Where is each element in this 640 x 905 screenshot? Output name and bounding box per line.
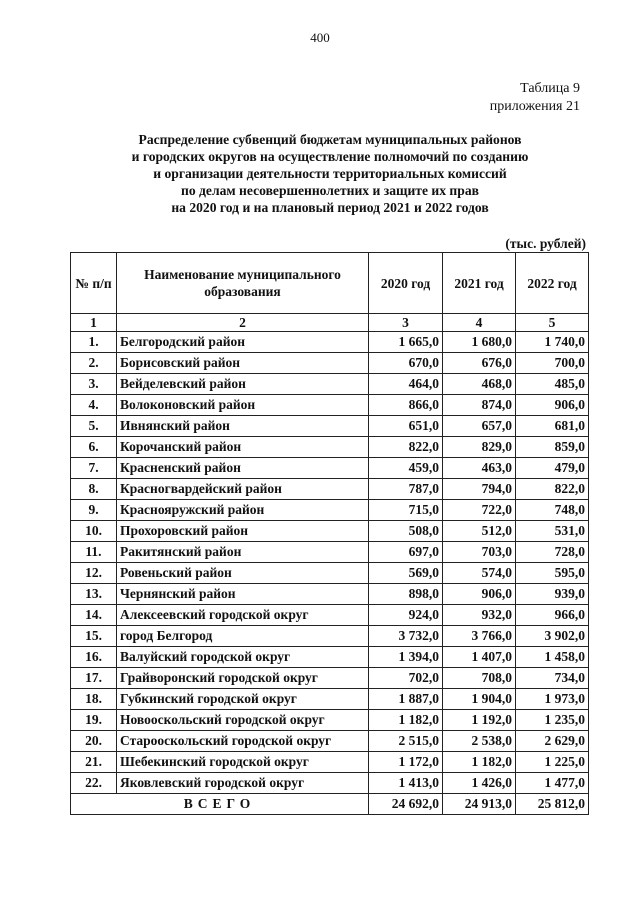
row-value-2020: 697,0 [369,542,443,563]
table-row [71,647,589,668]
row-value-2020: 787,0 [369,479,443,500]
row-value-2020: 569,0 [369,563,443,584]
row-value-2021: 703,0 [443,542,516,563]
row-number: 4. [71,395,117,416]
row-value-2020: 1 172,0 [369,752,443,773]
row-value-2020: 1 413,0 [369,773,443,794]
title-line: и городских округов на осуществление полномочий по созданию [131,149,529,164]
table-row [71,773,589,794]
row-number: 5. [71,416,117,437]
row-name: Волоконовский район [117,395,369,416]
row-number: 18. [71,689,117,710]
table-row [71,584,589,605]
row-number: 7. [71,458,117,479]
row-number: 12. [71,563,117,584]
table-row [71,605,589,626]
row-name: Ровеньский район [117,563,369,584]
table-row [71,500,589,521]
units-label: (тыс. рублей) [505,236,586,251]
row-number: 21. [71,752,117,773]
row-value-2022: 1 458,0 [516,647,589,668]
column-number: 1 [71,314,117,332]
row-value-2021: 708,0 [443,668,516,689]
row-value-2022: 906,0 [516,395,589,416]
row-value-2020: 1 665,0 [369,332,443,353]
table-row [71,563,589,584]
table-row [71,437,589,458]
row-value-2022: 859,0 [516,437,589,458]
row-value-2022: 1 477,0 [516,773,589,794]
row-name: Ивнянский район [117,416,369,437]
row-name: Красненский район [117,458,369,479]
row-name: Прохоровский район [117,521,369,542]
table-row [71,752,589,773]
row-number: 13. [71,584,117,605]
title-line: по делам несовершеннолетних и защите их прав [181,183,479,198]
row-value-2021: 874,0 [443,395,516,416]
row-value-2022: 1 740,0 [516,332,589,353]
row-value-2020: 1 394,0 [369,647,443,668]
row-value-2022: 1 973,0 [516,689,589,710]
row-number: 8. [71,479,117,500]
total-row [71,794,589,815]
column-number: 5 [516,314,589,332]
row-value-2021: 794,0 [443,479,516,500]
row-number: 1. [71,332,117,353]
table-row [71,416,589,437]
column-number: 2 [117,314,369,332]
row-name: Грайворонский городской округ [117,668,369,689]
table-reference [490,80,580,116]
page-number: 400 [310,30,330,45]
total-2022: 25 812,0 [516,794,589,815]
row-name: Краснояружский район [117,500,369,521]
total-2020: 24 692,0 [369,794,443,815]
row-number: 2. [71,353,117,374]
header-2022: 2022 год [516,253,589,314]
row-number: 19. [71,710,117,731]
row-value-2021: 932,0 [443,605,516,626]
row-name: Чернянский район [117,584,369,605]
table-ref-line2: приложения 21 [489,99,580,114]
table-body [71,332,589,794]
row-value-2022: 700,0 [516,353,589,374]
table-row [71,626,589,647]
row-number: 15. [71,626,117,647]
table-row [71,374,589,395]
row-value-2020: 2 515,0 [369,731,443,752]
title-line: Распределение субвенций бюджетам муниципальных районов [138,132,522,147]
row-value-2021: 906,0 [443,584,516,605]
row-value-2021: 1 407,0 [443,647,516,668]
row-value-2020: 651,0 [369,416,443,437]
row-value-2022: 822,0 [516,479,589,500]
column-number-row [71,314,589,332]
row-value-2021: 1 182,0 [443,752,516,773]
row-name: Борисовский район [117,353,369,374]
row-value-2020: 822,0 [369,437,443,458]
table-row [71,353,589,374]
row-value-2020: 866,0 [369,395,443,416]
row-value-2020: 508,0 [369,521,443,542]
row-value-2021: 829,0 [443,437,516,458]
row-value-2021: 574,0 [443,563,516,584]
row-number: 6. [71,437,117,458]
row-value-2022: 728,0 [516,542,589,563]
row-value-2020: 464,0 [369,374,443,395]
row-value-2022: 966,0 [516,605,589,626]
row-number: 11. [71,542,117,563]
row-value-2022: 531,0 [516,521,589,542]
row-name: Ракитянский район [117,542,369,563]
row-value-2021: 1 904,0 [443,689,516,710]
row-value-2022: 485,0 [516,374,589,395]
row-value-2021: 3 766,0 [443,626,516,647]
row-value-2021: 657,0 [443,416,516,437]
row-value-2021: 463,0 [443,458,516,479]
table-row [71,710,589,731]
row-value-2021: 722,0 [443,500,516,521]
row-value-2022: 3 902,0 [516,626,589,647]
column-number: 3 [369,314,443,332]
total-label: ВСЕГО [71,794,369,815]
row-value-2020: 715,0 [369,500,443,521]
row-name: Белгородский район [117,332,369,353]
table-row [71,668,589,689]
row-value-2020: 1 887,0 [369,689,443,710]
row-value-2021: 1 426,0 [443,773,516,794]
document-title [70,131,590,216]
table-row [71,479,589,500]
column-number: 4 [443,314,516,332]
row-name: Красногвардейский район [117,479,369,500]
table-row [71,395,589,416]
header-row [71,253,589,314]
table-ref-line1: Таблица 9 [520,81,580,96]
header-num: № п/п [71,253,117,314]
row-value-2021: 1 192,0 [443,710,516,731]
row-number: 14. [71,605,117,626]
row-value-2020: 898,0 [369,584,443,605]
row-value-2021: 1 680,0 [443,332,516,353]
row-value-2022: 734,0 [516,668,589,689]
total-2021: 24 913,0 [443,794,516,815]
header-2021: 2021 год [443,253,516,314]
subsidy-table [70,252,589,815]
row-value-2022: 1 235,0 [516,710,589,731]
header-name: Наименование муниципального образования [117,253,369,314]
row-name: Валуйский городской округ [117,647,369,668]
row-value-2020: 3 732,0 [369,626,443,647]
row-value-2021: 676,0 [443,353,516,374]
table-row [71,689,589,710]
row-value-2022: 748,0 [516,500,589,521]
header-2020: 2020 год [369,253,443,314]
row-value-2020: 1 182,0 [369,710,443,731]
row-value-2020: 924,0 [369,605,443,626]
row-value-2022: 595,0 [516,563,589,584]
row-name: Корочанский район [117,437,369,458]
row-number: 17. [71,668,117,689]
table-row [71,458,589,479]
row-value-2022: 1 225,0 [516,752,589,773]
row-name: Старооскольский городской округ [117,731,369,752]
row-number: 3. [71,374,117,395]
row-number: 22. [71,773,117,794]
table-row [71,542,589,563]
row-value-2021: 2 538,0 [443,731,516,752]
table-row [71,731,589,752]
row-value-2022: 479,0 [516,458,589,479]
table-row [71,332,589,353]
row-number: 20. [71,731,117,752]
row-name: Новооскольский городской округ [117,710,369,731]
row-name: Яковлевский городской округ [117,773,369,794]
row-value-2021: 512,0 [443,521,516,542]
row-number: 10. [71,521,117,542]
row-name: город Белгород [117,626,369,647]
row-name: Алексеевский городской округ [117,605,369,626]
table-row [71,521,589,542]
row-name: Шебекинский городской округ [117,752,369,773]
row-value-2021: 468,0 [443,374,516,395]
row-number: 16. [71,647,117,668]
row-value-2020: 702,0 [369,668,443,689]
row-value-2022: 2 629,0 [516,731,589,752]
row-name: Вейделевский район [117,374,369,395]
row-value-2020: 670,0 [369,353,443,374]
title-line: на 2020 год и на плановый период 2021 и 2022 годов [171,200,489,215]
row-value-2020: 459,0 [369,458,443,479]
row-name: Губкинский городской округ [117,689,369,710]
title-line: и организации деятельности территориальных комиссий [153,166,507,181]
row-number: 9. [71,500,117,521]
row-value-2022: 939,0 [516,584,589,605]
row-value-2022: 681,0 [516,416,589,437]
